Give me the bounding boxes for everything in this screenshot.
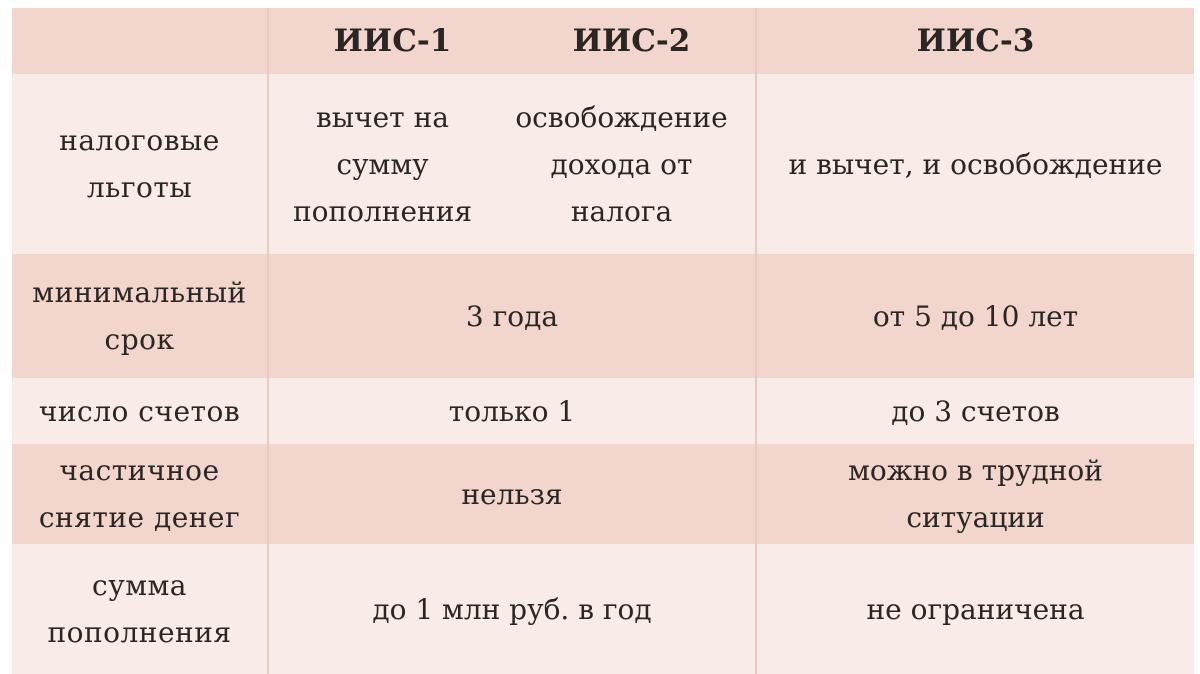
table-row	[12, 254, 1194, 378]
header-iis3: ИИС-3	[756, 8, 1194, 74]
iis-comparison-table	[12, 8, 1194, 674]
table-row	[12, 74, 1194, 254]
row-value-iis3: от 5 до 10 лет	[756, 254, 1194, 378]
table-row	[12, 378, 1194, 444]
row-value-iis3: не ограничена	[756, 544, 1194, 674]
row-value-iis3: можно в трудной ситуации	[756, 444, 1194, 544]
row-label: частичное снятие денег	[12, 444, 268, 544]
row-value-iis12: нельзя	[268, 444, 756, 544]
value-iis2: освобождение дохода от налога	[515, 100, 728, 228]
row-value-iis3: и вычет, и освобождение	[756, 74, 1194, 254]
header-iis2: ИИС-2	[572, 22, 691, 59]
row-label: минимальный срок	[12, 254, 268, 378]
header-row	[12, 8, 1194, 74]
row-label: налоговые льготы	[12, 74, 268, 254]
table-row	[12, 544, 1194, 674]
value-iis1: вычет на сумму пополнения	[292, 100, 473, 228]
row-value-iis12	[268, 74, 756, 254]
row-value-iis12: до 1 млн руб. в год	[268, 544, 756, 674]
header-iis12-cell	[268, 8, 756, 74]
row-label: число счетов	[12, 378, 268, 444]
row-label: сумма пополнения	[12, 544, 268, 674]
row-value-iis12: только 1	[268, 378, 756, 444]
table-row	[12, 444, 1194, 544]
row-value-iis3: до 3 счетов	[756, 378, 1194, 444]
row-value-iis12: 3 года	[268, 254, 756, 378]
corner-cell	[12, 8, 268, 74]
header-iis1: ИИС-1	[333, 22, 452, 59]
